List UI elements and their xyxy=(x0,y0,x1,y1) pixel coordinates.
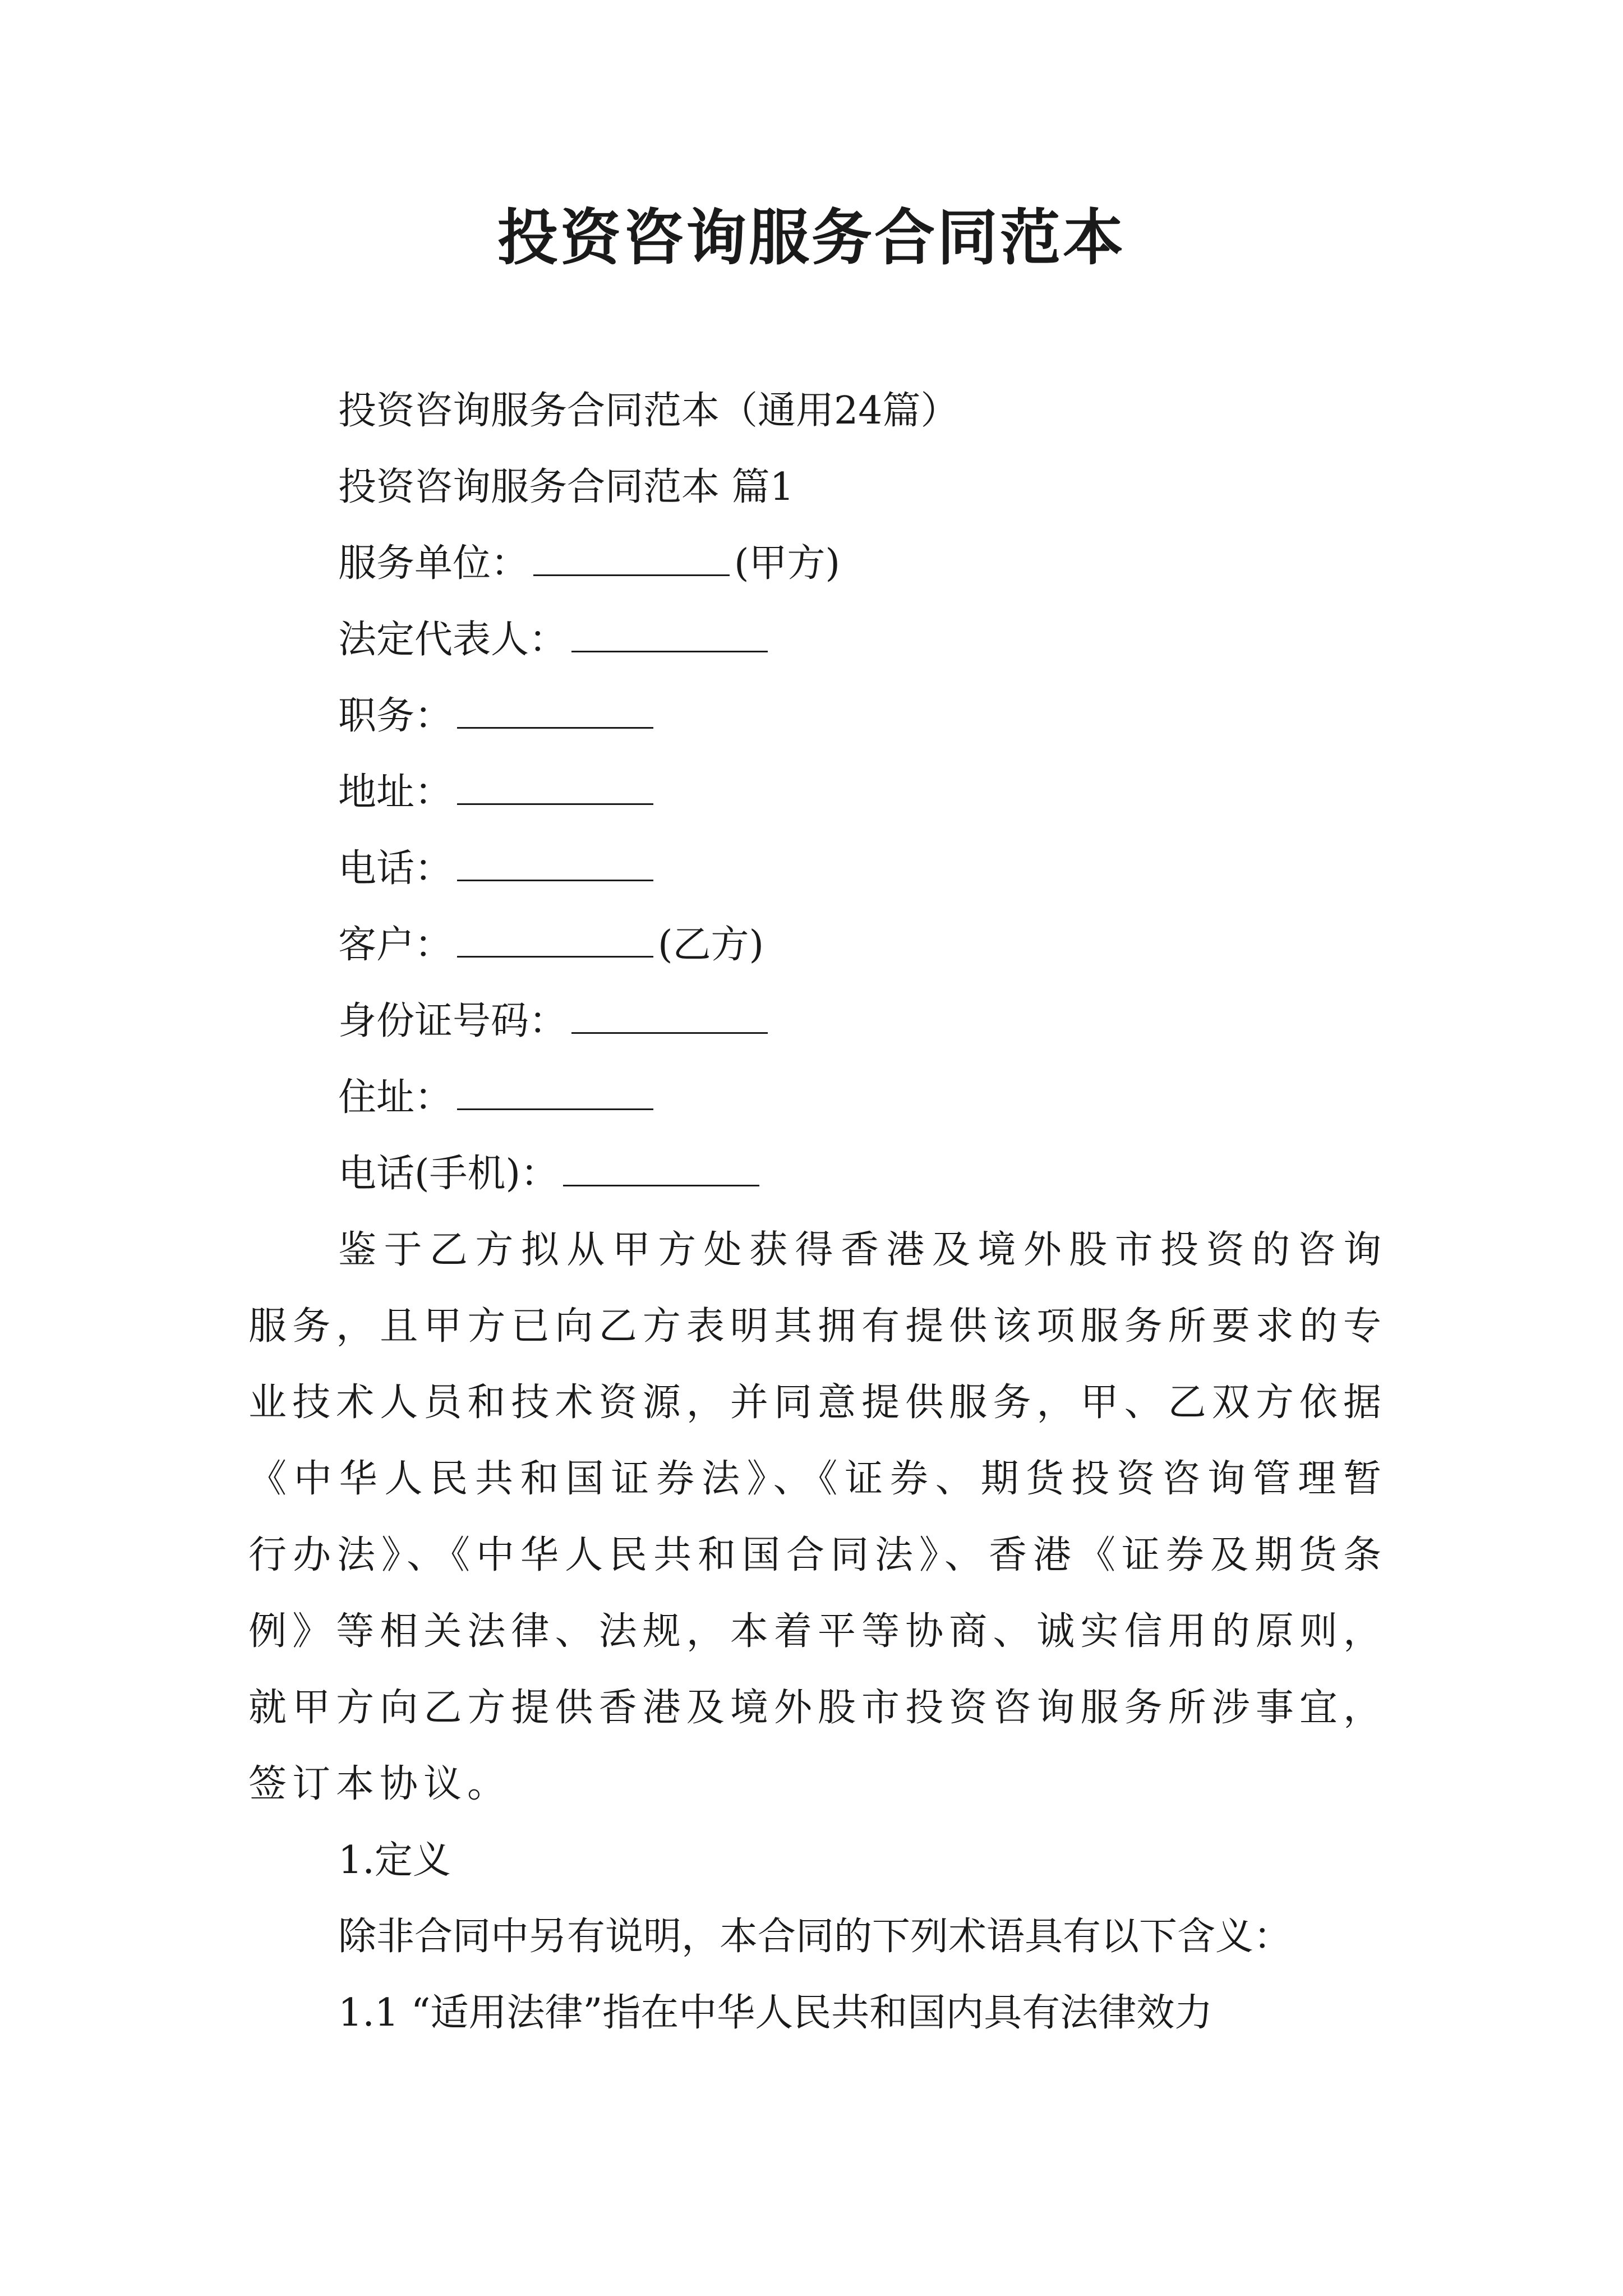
clause-1-1: 1.1 “适用法律”指在中华人民共和国内具有法律效力 xyxy=(338,1991,1213,2035)
blank-line xyxy=(571,606,768,652)
field-label: 电话(手机)： xyxy=(338,1152,559,1196)
blank-line xyxy=(571,987,768,1034)
section-heading: 投资咨询服务合同范本 篇1 xyxy=(338,465,794,509)
field-label: 身份证号码： xyxy=(338,999,568,1043)
field-suffix: (乙方) xyxy=(658,923,764,967)
blank-line xyxy=(457,1064,653,1110)
blank-line xyxy=(563,1140,759,1186)
blank-line xyxy=(457,682,653,729)
document-title: 投资咨询服务合同范本 xyxy=(497,203,1126,273)
field-label: 服务单位： xyxy=(338,541,529,586)
field-label: 客户： xyxy=(338,923,453,967)
field-residence xyxy=(248,1060,1387,1136)
field-label: 地址： xyxy=(338,770,453,815)
blank-line xyxy=(457,911,653,958)
field-mobile xyxy=(248,1136,1387,1212)
field-label: 住址： xyxy=(338,1075,453,1120)
clause-1-heading: 1.定义 xyxy=(338,1838,451,1883)
field-address xyxy=(248,754,1387,831)
preamble-paragraph: 鉴于乙方拟从甲方处获得香港及境外股市投资的咨询服务，且甲方已向乙方表明其拥有提供该项服务所要求的专业技术人员和技术资源，并同意提供服务，甲、乙双方依据《中华人民共和国证券法》、《证券、期货投资咨询管理暂行办法》、《中华人民共和国合同法》、香港《证券及期货条例》等相关法律、法规，本着平等协商、诚实信用的原则，就甲方向乙方提供香港及境外股市投资咨询服务所涉事宜，签订本协议。 xyxy=(248,1228,1387,1806)
field-service-unit xyxy=(248,526,1387,602)
blank-line xyxy=(457,758,653,805)
field-id-number xyxy=(248,983,1387,1060)
field-label: 法定代表人： xyxy=(338,618,568,662)
blank-line xyxy=(533,530,730,576)
field-client xyxy=(248,907,1387,983)
blank-line xyxy=(457,835,653,881)
document-body xyxy=(248,373,1387,2051)
field-suffix: (甲方) xyxy=(734,541,841,586)
field-position xyxy=(248,678,1387,754)
field-phone xyxy=(248,831,1387,907)
field-legal-rep xyxy=(248,602,1387,678)
field-label: 职务： xyxy=(338,694,453,738)
clause-1-intro: 除非合同中另有说明，本合同的下列术语具有以下含义： xyxy=(338,1915,1292,1959)
field-label: 电话： xyxy=(338,846,453,891)
subtitle: 投资咨询服务合同范本（通用24篇） xyxy=(338,389,959,433)
